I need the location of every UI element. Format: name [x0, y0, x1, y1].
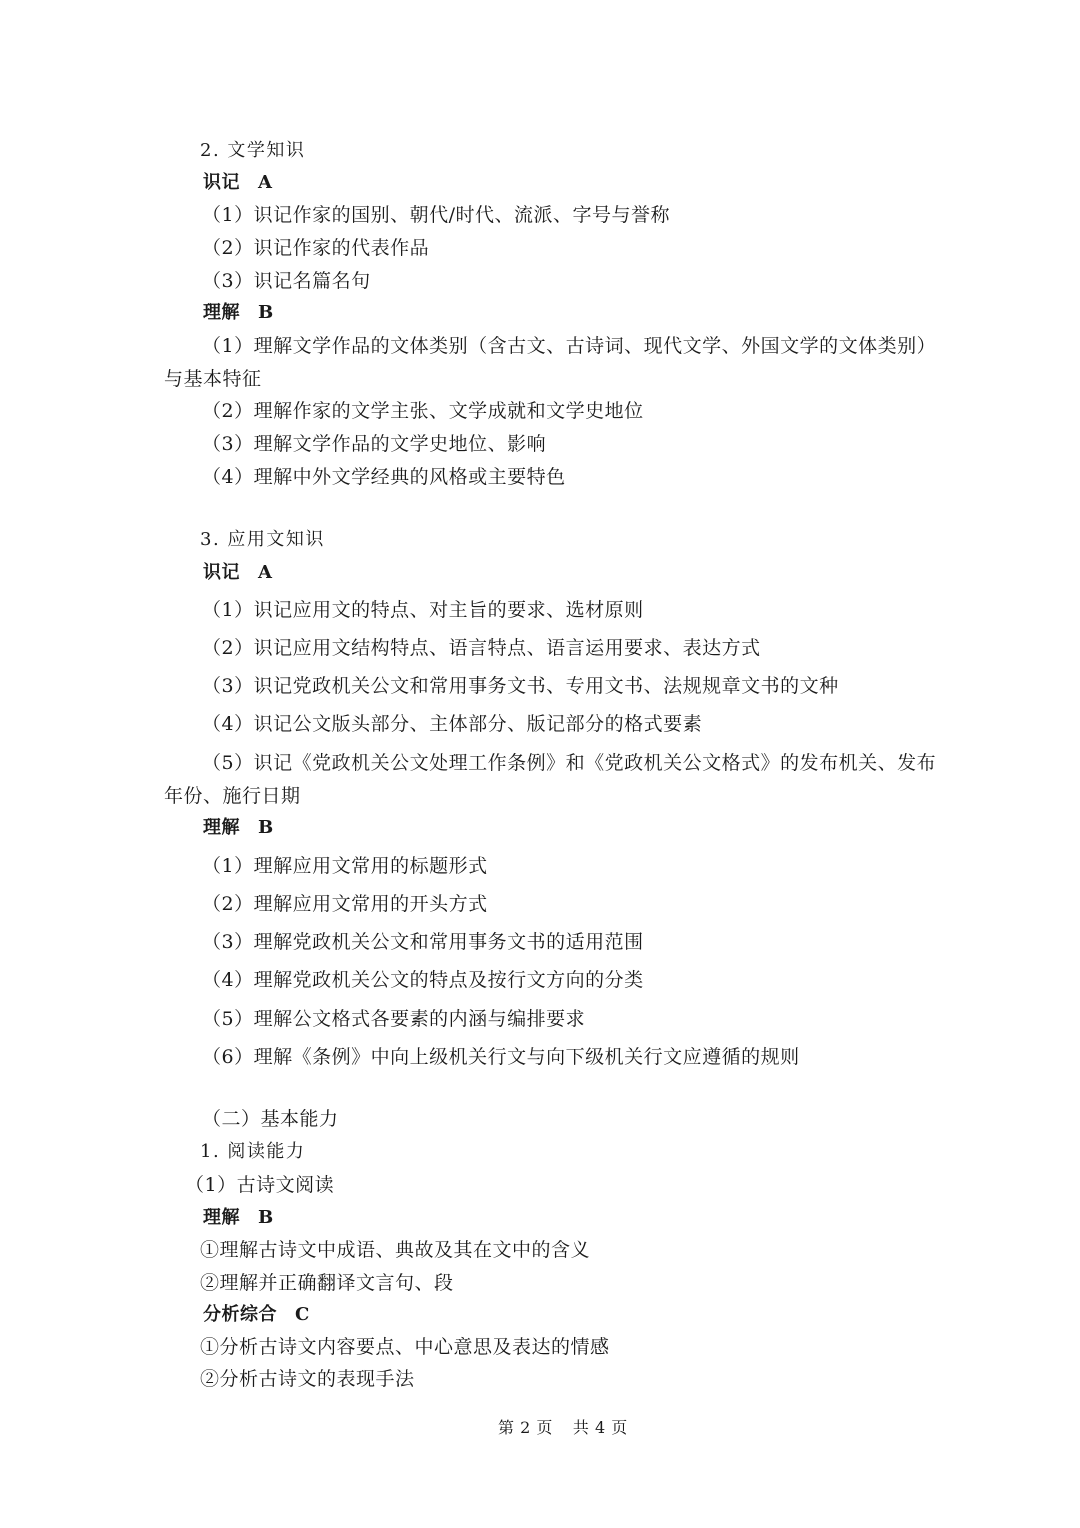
list-item: （1）识记应用文的特点、对主旨的要求、选材原则 — [202, 599, 644, 621]
section-2-heading: 2. 文学知识 — [200, 140, 306, 161]
page-footer — [498, 1415, 628, 1441]
list-item: （3）识记党政机关公文和常用事务文书、专用文书、法规规章文书的文种 — [202, 675, 839, 697]
list-item: ①理解古诗文中成语、典故及其在文中的含义 — [200, 1239, 591, 1261]
list-item: ②分析古诗文的表现手法 — [200, 1368, 415, 1390]
section-3-remember-label: 识记 A — [203, 562, 273, 583]
reading-ability-heading: 1. 阅读能力 — [200, 1141, 306, 1162]
list-item: （1）识记作家的国别、朝代/时代、流派、字号与誉称 — [202, 204, 670, 226]
list-item: （1）理解应用文常用的标题形式 — [202, 855, 488, 877]
page-total: 共 4 页 — [572, 1418, 628, 1437]
list-item: （2）理解应用文常用的开头方式 — [202, 893, 488, 915]
list-item: （5）识记《党政机关公文处理工作条例》和《党政机关公文格式》的发布机关、发布 — [202, 752, 937, 774]
list-item: （3）识记名篇名句 — [202, 270, 371, 292]
list-item: （5）理解公文格式各要素的内涵与编排要求 — [202, 1008, 586, 1030]
list-item: （3）理解文学作品的文学史地位、影响 — [202, 433, 547, 455]
section-3-understand-label: 理解 B — [203, 817, 274, 838]
list-item: ②理解并正确翻译文言句、段 — [200, 1272, 454, 1294]
list-item-continuation: 与基本特征 — [164, 368, 262, 390]
classical-reading-heading: （1）古诗文阅读 — [185, 1174, 335, 1196]
page-number: 第 2 页 — [498, 1418, 553, 1437]
basic-understand-label: 理解 B — [203, 1207, 274, 1228]
section-3-heading: 3. 应用文知识 — [200, 529, 325, 550]
list-item-continuation: 年份、施行日期 — [164, 785, 301, 807]
basic-analyze-label: 分析综合 C — [203, 1304, 310, 1325]
list-item: （2）理解作家的文学主张、文学成就和文学史地位 — [202, 400, 644, 422]
section-2-understand-label: 理解 B — [203, 302, 274, 323]
section-2-remember-label: 识记 A — [203, 172, 273, 193]
list-item: （4）理解党政机关公文的特点及按行文方向的分类 — [202, 969, 644, 991]
list-item: （4）识记公文版头部分、主体部分、版记部分的格式要素 — [202, 713, 703, 735]
list-item: （6）理解《条例》中向上级机关行文与向下级机关行文应遵循的规则 — [202, 1046, 800, 1068]
list-item: ①分析古诗文内容要点、中心意思及表达的情感 — [200, 1336, 610, 1358]
list-item: （2）识记应用文结构特点、语言特点、语言运用要求、表达方式 — [202, 637, 761, 659]
list-item: （4）理解中外文学经典的风格或主要特色 — [202, 466, 566, 488]
list-item: （1）理解文学作品的文体类别（含古文、古诗词、现代文学、外国文学的文体类别） — [202, 335, 937, 357]
basic-ability-heading: （二）基本能力 — [202, 1108, 339, 1130]
list-item: （3）理解党政机关公文和常用事务文书的适用范围 — [202, 931, 644, 953]
list-item: （2）识记作家的代表作品 — [202, 237, 430, 259]
